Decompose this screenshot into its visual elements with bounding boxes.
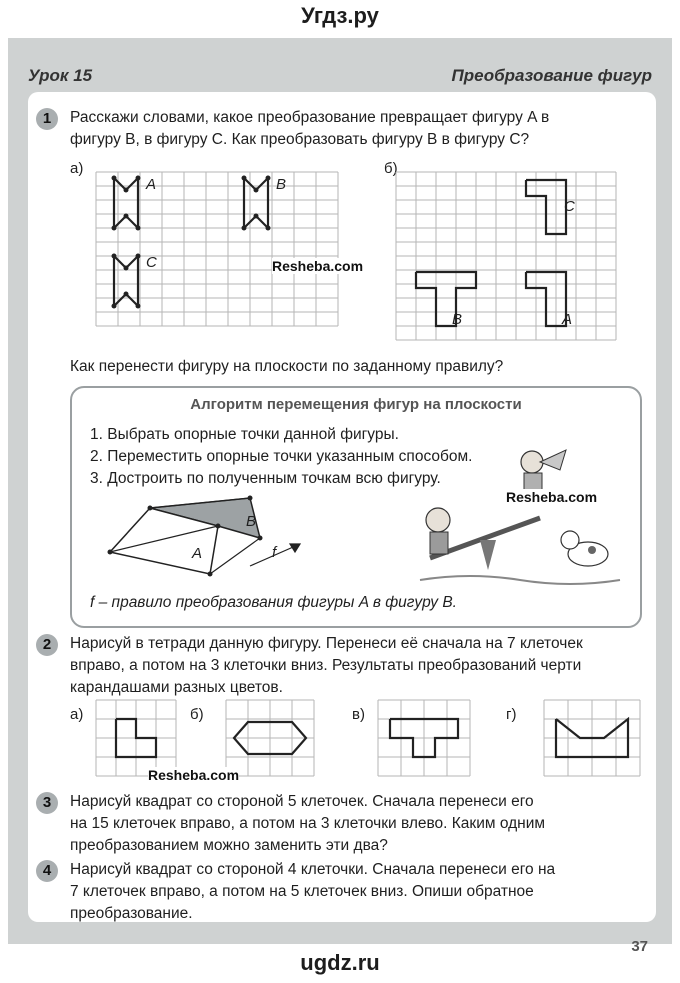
figure-a-label-B: B [276,176,287,193]
algorithm-title: Алгоритм перемещения фигур на плоскости [190,396,522,413]
task-2-figure-g [544,700,640,776]
site-header: Угдз.ру [301,3,379,28]
diagram-label-f: f [272,544,277,561]
figure-b-label-C: C [564,198,575,215]
translation-diagram [100,486,330,586]
task-2-label-a: а) [70,706,84,723]
watermark-2: Resheba.com [506,489,598,505]
algorithm-step-1: 1. Выбрать опорные точки данной фигуры. [90,426,399,443]
task-2-figure-a [96,700,176,776]
task-3-number: 3 [36,792,58,814]
lesson-number: Урок 15 [28,66,93,85]
diagram-label-B: B [246,513,257,530]
task-3-text-line3: преобразованием можно заменить эти два? [70,837,388,854]
task-1-number: 1 [36,108,58,130]
algorithm-note: f – правило преобразования фигуры A в фигуру B. [90,594,457,611]
task-3-text-line2: на 15 клеточек вправо, а потом на 3 клеточки влево. Каким одним [70,815,546,832]
site-footer: ugdz.ru [300,950,380,975]
task-4-number: 4 [36,860,58,882]
task-4-text-line1: Нарисуй квадрат со стороной 4 клеточки. Сначала перенеси его на [70,861,556,878]
task-2-text-line3: карандашами разных цветов. [70,679,283,696]
watermark-3: Resheba.com [148,767,240,783]
task-1-part-a-label: а) [70,160,84,177]
algorithm-step-2: 2. Переместить опорные точки указанным способом. [90,448,473,465]
figure-a-label-A: A [146,176,157,193]
task-1-text-line2: фигуру B, в фигуру C. Как преобразовать фигуру B в фигуру C? [70,131,530,148]
algorithm-step-3: 3. Достроить по полученным точкам всю фигуру. [90,470,441,487]
seesaw-illustration [420,440,620,590]
task-3-text-line1: Нарисуй квадрат со стороной 5 клеточек. Сначала перенеси его [70,793,534,810]
watermark-1: Resheba.com [272,258,364,274]
page-number: 37 [631,938,648,955]
lesson-title: Преобразование фигур [451,66,652,85]
task-2-text-line1: Нарисуй в тетради данную фигуру. Перенеси её сначала на 7 клеточек [70,635,583,652]
task-2-text-line2: вправо, а потом на 3 клеточки вниз. Результаты преобразований черти [70,657,582,674]
figure-b-label-B: B [452,311,463,328]
task-4-text-line3: преобразование. [70,905,193,922]
grid-a-figures [96,172,338,326]
task-1-text-line1: Расскажи словами, какое преобразование превращает фигуру A в [70,109,550,126]
task-4-text-line2: 7 клеточек вправо, а потом на 5 клеточек вниз. Опиши обратное [70,883,534,900]
transfer-question: Как перенести фигуру на плоскости по заданному правилу? [70,358,504,375]
task-2-label-v: в) [352,706,365,723]
grid-b-figures [396,172,616,340]
task-2-number: 2 [36,634,58,656]
figure-a-label-C: C [146,254,157,271]
figure-b-label-A: A [562,311,573,328]
task-2-figure-b [226,700,314,776]
task-2-figure-v [378,700,470,776]
diagram-label-A: A [192,545,203,562]
task-1-part-b-label: б) [384,160,398,177]
task-2-label-g: г) [506,706,517,723]
task-2-label-b: б) [190,706,204,723]
